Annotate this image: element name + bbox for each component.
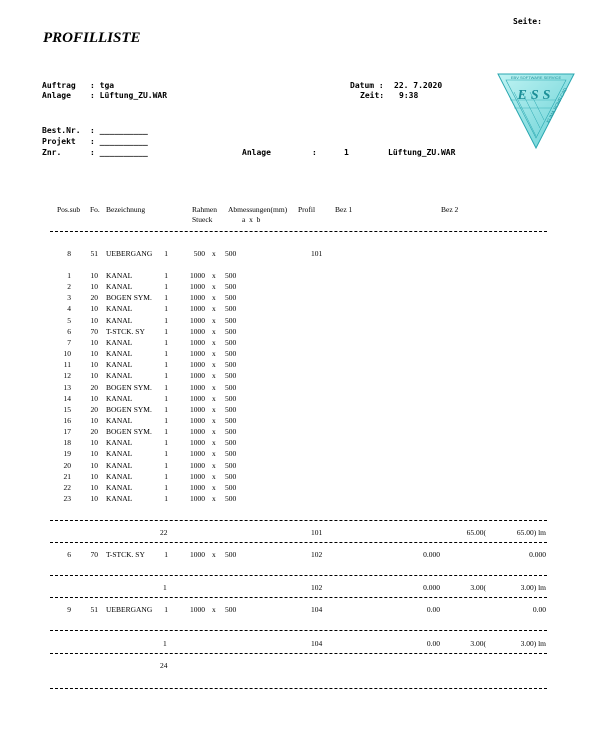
cell-stk: 1 [164, 605, 168, 614]
cell-b: 500 [225, 460, 237, 470]
znr-label: Znr. [42, 148, 62, 157]
cell-fo: 10 [90, 460, 98, 470]
cell-fo: 10 [90, 282, 98, 292]
projekt-label: Projekt [42, 137, 76, 146]
cell-stk: 1 [164, 471, 168, 481]
cell-fo: 70 [90, 550, 98, 559]
cell-pos: 18 [63, 438, 71, 448]
anlage2-number: 1 [344, 148, 349, 157]
grand-total: 24 [160, 661, 168, 670]
subtotal-bez1: 0.000 [423, 583, 440, 592]
datum-value: 22. 7.2020 [394, 81, 443, 90]
projekt-value: : __________ [90, 137, 148, 146]
cell-bez1: 0.000 [423, 550, 440, 559]
cell-name: UEBERGANG [106, 249, 153, 258]
cell-a: 1000 [190, 427, 205, 437]
cell-b: 500 [225, 605, 237, 614]
cell-b: 500 [225, 371, 237, 381]
cell-stk: 1 [164, 293, 168, 303]
cell-b: 500 [225, 438, 237, 448]
cell-profil: 102 [311, 550, 323, 559]
cell-a: 1000 [190, 315, 205, 325]
cell-pos: 15 [63, 404, 71, 414]
cell-b: 500 [225, 382, 237, 392]
cell-stk: 1 [164, 349, 168, 359]
cell-name: KANAL [106, 393, 133, 403]
cell-fo: 10 [90, 471, 98, 481]
cell-x: x [212, 382, 216, 392]
cell-a: 1000 [190, 438, 205, 448]
table-row [0, 271, 596, 282]
cell-name: KANAL [106, 438, 133, 448]
cell-name: KANAL [106, 482, 133, 492]
cell-b: 500 [225, 415, 237, 425]
subtotal-bez2a: 3.00( [470, 639, 486, 648]
cell-name: KANAL [106, 282, 133, 292]
cell-stk: 1 [164, 550, 168, 559]
cell-x: x [212, 371, 216, 381]
divider [50, 653, 547, 654]
cell-stk: 1 [164, 449, 168, 459]
subtotal-bez2b: 65.00) lm [516, 528, 546, 537]
cell-pos: 16 [63, 415, 71, 425]
anlage-label: Anlage [42, 91, 71, 100]
table-row [0, 304, 596, 315]
cell-fo: 20 [90, 382, 98, 392]
cell-pos: 13 [63, 382, 71, 392]
table-row [0, 405, 596, 416]
cell-x: x [212, 404, 216, 414]
cell-pos: 5 [67, 315, 71, 325]
cell-x: x [212, 349, 216, 359]
divider [50, 231, 547, 232]
table-row [0, 483, 596, 494]
cell-fo: 20 [90, 293, 98, 303]
cell-b: 500 [225, 304, 237, 314]
cell-x: x [212, 282, 216, 292]
table-row [0, 416, 596, 427]
table-row [0, 316, 596, 327]
cell-x: x [212, 438, 216, 448]
company-logo [480, 54, 568, 132]
cell-x: x [212, 293, 216, 303]
cell-name: UEBERGANG [106, 605, 153, 614]
cell-stk: 1 [164, 427, 168, 437]
anlage2-colon: : [312, 148, 317, 157]
cell-name: KANAL [106, 494, 133, 503]
auftrag-label: Auftrag [42, 81, 76, 90]
cell-pos: 11 [63, 360, 71, 370]
divider [50, 575, 547, 576]
col-possub: Pos.sub [57, 205, 81, 214]
subtotal-profil: 101 [311, 528, 323, 537]
cell-bez2: 0.00 [532, 605, 546, 614]
cell-b: 500 [225, 482, 237, 492]
cell-pos: 9 [67, 605, 71, 614]
cell-name: BOGEN SYM. [106, 427, 152, 437]
logo-letters: ESS [517, 88, 555, 103]
cell-name: KANAL [106, 304, 133, 314]
col-abmessungen: Abmessungen(mm) [228, 205, 288, 214]
col-profil: Profil [298, 205, 316, 214]
cell-a: 1000 [190, 371, 205, 381]
cell-fo: 10 [90, 304, 98, 314]
anlage-value: : Lüftung_ZU.WAR [90, 91, 168, 100]
cell-pos: 20 [63, 460, 71, 470]
page-number-label: Seite: [513, 17, 542, 26]
cell-fo: 20 [90, 404, 98, 414]
cell-bez1: 0.00 [426, 605, 440, 614]
cell-a: 1000 [190, 393, 205, 403]
cell-stk: 1 [164, 315, 168, 325]
cell-stk: 1 [164, 393, 168, 403]
table-row [0, 349, 596, 360]
subtotal-bez2b: 3.00) lm [520, 583, 546, 592]
table-row [0, 338, 596, 349]
cell-b: 500 [225, 282, 237, 292]
cell-stk: 1 [164, 282, 168, 292]
col-bezeichnung: Bezeichnung [106, 205, 146, 214]
cell-pos: 6 [67, 550, 71, 559]
col-stueck: Stueck [192, 215, 213, 224]
table-row [0, 494, 596, 505]
cell-name: KANAL [106, 415, 133, 425]
divider [50, 630, 547, 631]
cell-b: 500 [225, 315, 237, 325]
cell-a: 1000 [190, 404, 205, 414]
table-row [0, 282, 596, 293]
logo-triangle-icon [496, 72, 576, 150]
cell-name: KANAL [106, 271, 133, 280]
document-title: PROFILLISTE [43, 30, 141, 46]
cell-pos: 4 [67, 304, 71, 314]
cell-name: KANAL [106, 471, 133, 481]
cell-a: 1000 [190, 382, 205, 392]
cell-name: T-STCK. SY [106, 550, 145, 559]
cell-x: x [212, 304, 216, 314]
cell-x: x [212, 427, 216, 437]
cell-stk: 1 [164, 382, 168, 392]
divider [50, 520, 547, 521]
auftrag-value: : tga [90, 81, 115, 90]
cell-b: 500 [225, 249, 237, 258]
table-row [0, 427, 596, 438]
cell-b: 500 [225, 550, 237, 559]
subtotal-bez1: 0.00 [426, 639, 440, 648]
cell-a: 1000 [190, 337, 205, 347]
bestnr-label: Best.Nr. [42, 126, 81, 135]
cell-x: x [212, 494, 216, 503]
cell-stk: 1 [164, 460, 168, 470]
col-bez1: Bez 1 [335, 205, 353, 214]
cell-fo: 10 [90, 494, 98, 503]
cell-fo: 51 [90, 249, 98, 258]
cell-x: x [212, 315, 216, 325]
cell-fo: 10 [90, 482, 98, 492]
cell-name: T-STCK. SY [106, 326, 145, 336]
cell-stk: 1 [164, 438, 168, 448]
cell-pos: 1 [67, 271, 71, 280]
cell-name: KANAL [106, 449, 133, 459]
table-row [0, 249, 596, 260]
cell-profil: 101 [311, 249, 323, 258]
cell-a: 1000 [190, 293, 205, 303]
table-row [0, 449, 596, 460]
anlage2-label: Anlage [242, 148, 271, 157]
cell-pos: 12 [63, 371, 71, 381]
cell-b: 500 [225, 349, 237, 359]
table-row [0, 394, 596, 405]
cell-a: 1000 [190, 449, 205, 459]
cell-fo: 51 [90, 605, 98, 614]
cell-pos: 6 [67, 326, 71, 336]
cell-fo: 10 [90, 449, 98, 459]
cell-x: x [212, 550, 216, 559]
bestnr-value: : __________ [90, 126, 148, 135]
cell-x: x [212, 471, 216, 481]
subtotal-bez2b: 3.00) lm [520, 639, 546, 648]
cell-name: KANAL [106, 360, 133, 370]
cell-a: 1000 [190, 304, 205, 314]
cell-stk: 1 [164, 304, 168, 314]
table-row [0, 327, 596, 338]
cell-x: x [212, 393, 216, 403]
col-ab: a x b [242, 215, 261, 224]
cell-pos: 10 [63, 349, 71, 359]
cell-name: KANAL [106, 315, 133, 325]
cell-a: 500 [193, 249, 205, 258]
cell-name: KANAL [106, 337, 133, 347]
zeit-value: 9:38 [399, 91, 419, 100]
subtotal-bez2a: 65.00( [466, 528, 486, 537]
cell-x: x [212, 360, 216, 370]
cell-a: 1000 [190, 360, 205, 370]
divider [50, 542, 547, 543]
subtotal-row [0, 528, 596, 539]
cell-a: 1000 [190, 326, 205, 336]
cell-pos: 2 [67, 282, 71, 292]
table-row [0, 472, 596, 483]
cell-a: 1000 [190, 482, 205, 492]
table-row [0, 293, 596, 304]
cell-a: 1000 [190, 271, 205, 280]
table-row [0, 461, 596, 472]
table-row [0, 360, 596, 371]
cell-x: x [212, 449, 216, 459]
cell-fo: 10 [90, 315, 98, 325]
cell-name: BOGEN SYM. [106, 382, 152, 392]
divider [50, 597, 547, 598]
cell-stk: 1 [164, 337, 168, 347]
table-row [0, 383, 596, 394]
cell-b: 500 [225, 393, 237, 403]
cell-x: x [212, 482, 216, 492]
divider [50, 688, 547, 689]
logo-side-text: KLIMA.ROHR.CAD [545, 87, 568, 124]
cell-stk: 1 [164, 271, 168, 280]
cell-x: x [212, 415, 216, 425]
cell-x: x [212, 326, 216, 336]
cell-x: x [212, 249, 216, 258]
cell-bez2: 0.000 [529, 550, 546, 559]
cell-a: 1000 [190, 494, 205, 503]
cell-b: 500 [225, 271, 237, 280]
cell-fo: 10 [90, 337, 98, 347]
col-rahmen: Rahmen [192, 205, 217, 214]
cell-pos: 3 [67, 293, 71, 303]
cell-b: 500 [225, 337, 237, 347]
cell-stk: 1 [164, 482, 168, 492]
anlage2-name: Lüftung_ZU.WAR [388, 148, 456, 157]
cell-name: BOGEN SYM. [106, 404, 152, 414]
table-row [0, 605, 596, 616]
logo-top-text: EBV SOFTWARE SERVICE [510, 75, 562, 80]
cell-name: KANAL [106, 371, 133, 381]
cell-fo: 20 [90, 427, 98, 437]
subtotal-bez2a: 3.00( [470, 583, 486, 592]
cell-a: 1000 [190, 349, 205, 359]
cell-stk: 1 [164, 404, 168, 414]
cell-stk: 1 [164, 326, 168, 336]
cell-pos: 22 [63, 482, 71, 492]
subtotal-profil: 102 [311, 583, 323, 592]
cell-pos: 8 [67, 249, 71, 258]
cell-x: x [212, 337, 216, 347]
cell-fo: 10 [90, 360, 98, 370]
cell-x: x [212, 460, 216, 470]
cell-a: 1000 [190, 471, 205, 481]
znr-value: : __________ [90, 148, 148, 157]
cell-b: 500 [225, 360, 237, 370]
cell-b: 500 [225, 427, 237, 437]
cell-a: 1000 [190, 550, 205, 559]
subtotal-stk: 1 [163, 639, 167, 648]
col-bez2: Bez 2 [441, 205, 459, 214]
cell-a: 1000 [190, 605, 205, 614]
table-row [0, 371, 596, 382]
cell-stk: 1 [164, 494, 168, 503]
cell-pos: 19 [63, 449, 71, 459]
cell-b: 500 [225, 449, 237, 459]
cell-fo: 70 [90, 326, 98, 336]
cell-a: 1000 [190, 460, 205, 470]
cell-name: BOGEN SYM. [106, 293, 152, 303]
datum-label: Datum : [350, 81, 384, 90]
cell-pos: 7 [67, 337, 71, 347]
cell-stk: 1 [164, 415, 168, 425]
cell-stk: 1 [164, 371, 168, 381]
cell-b: 500 [225, 494, 237, 503]
cell-x: x [212, 605, 216, 614]
cell-pos: 21 [63, 471, 71, 481]
cell-pos: 17 [63, 427, 71, 437]
cell-pos: 23 [63, 494, 71, 503]
subtotal-stk: 1 [163, 583, 167, 592]
zeit-label: Zeit: [360, 91, 385, 100]
cell-b: 500 [225, 326, 237, 336]
cell-name: KANAL [106, 460, 133, 470]
cell-b: 500 [225, 404, 237, 414]
cell-fo: 10 [90, 393, 98, 403]
cell-profil: 104 [311, 605, 323, 614]
cell-b: 500 [225, 293, 237, 303]
subtotal-stk: 22 [160, 528, 168, 537]
cell-stk: 1 [164, 360, 168, 370]
subtotal-row [0, 583, 596, 594]
cell-fo: 10 [90, 349, 98, 359]
cell-stk: 1 [164, 249, 168, 258]
cell-x: x [212, 271, 216, 280]
cell-fo: 10 [90, 415, 98, 425]
cell-pos: 14 [63, 393, 71, 403]
cell-fo: 10 [90, 271, 98, 280]
subtotal-profil: 104 [311, 639, 323, 648]
table-row [0, 438, 596, 449]
cell-fo: 10 [90, 371, 98, 381]
table-row [0, 550, 596, 561]
cell-a: 1000 [190, 282, 205, 292]
cell-fo: 10 [90, 438, 98, 448]
cell-a: 1000 [190, 415, 205, 425]
cell-name: KANAL [106, 349, 133, 359]
cell-b: 500 [225, 471, 237, 481]
col-fo: Fo. [90, 205, 100, 214]
subtotal-row [0, 639, 596, 650]
